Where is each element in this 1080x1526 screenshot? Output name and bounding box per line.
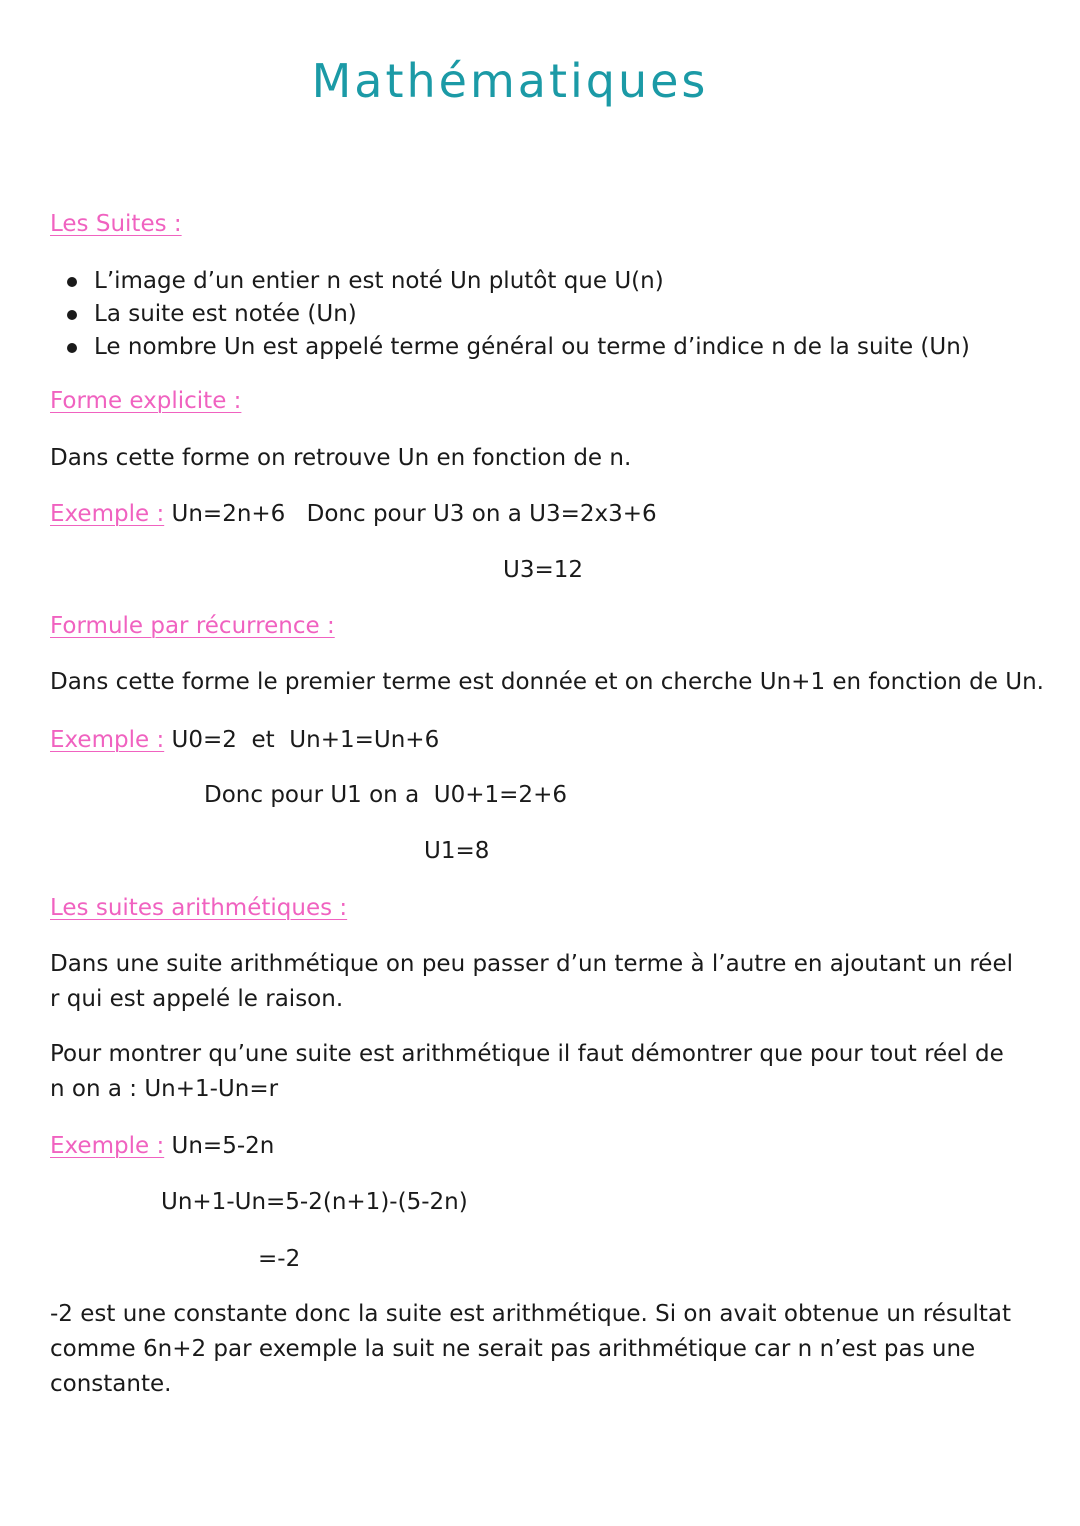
heading-les-suites: Les Suites :	[50, 211, 182, 237]
suites-bullet-list	[50, 265, 970, 364]
example-label: Exemple :	[50, 727, 165, 753]
arithmetique-text-1: Dans une suite arithmétique on peu passer d’un terme à l’autre en ajoutant un réel r qui est appelé le raison.	[50, 951, 1014, 1012]
heading-formule-recurrence: Formule par récurrence :	[50, 613, 335, 639]
arithmetique-text-2: Pour montrer qu’une suite est arithmétique il faut démontrer que pour tout réel de n on a : Un+1-Un=r	[50, 1041, 1004, 1102]
example-label: Exemple :	[50, 501, 165, 527]
recurrence-result: U1=8	[424, 838, 490, 864]
bullet-item: Le nombre Un est appelé terme général ou terme d’indice n de la suite (Un)	[50, 331, 970, 364]
page-title: Mathématiques	[311, 54, 709, 108]
recurrence-example	[50, 725, 439, 755]
arithmetique-step: Un+1-Un=5-2(n+1)-(5-2n)	[161, 1189, 468, 1215]
recurrence-text: Dans cette forme le premier terme est donnée et on cherche Un+1 en fonction de Un.	[50, 669, 1044, 695]
example-formula: Un=5-2n	[171, 1133, 275, 1159]
arithmetique-example	[50, 1131, 274, 1161]
recurrence-step: Donc pour U1 on a U0+1=2+6	[204, 782, 567, 808]
example-rest: Donc pour U3 on a U3=2x3+6	[306, 501, 657, 527]
example-formula: U0=2 et Un+1=Un+6	[171, 727, 440, 753]
explicite-example	[50, 499, 657, 529]
example-formula: Un=2n+6	[171, 501, 286, 527]
bullet-item: La suite est notée (Un)	[50, 298, 970, 331]
bullet-item: L’image d’un entier n est noté Un plutôt que U(n)	[50, 265, 970, 298]
arithmetique-result: =-2	[258, 1246, 301, 1272]
heading-suites-arithmetiques: Les suites arithmétiques :	[50, 895, 348, 921]
arithmetique-conclusion: -2 est une constante donc la suite est arithmétique. Si on avait obtenue un résultat comme 6n+2 par exemple la suit ne serait pas arithmétique car n n’est pas une constante.	[50, 1301, 1011, 1397]
explicite-result: U3=12	[503, 557, 584, 583]
example-label: Exemple :	[50, 1133, 165, 1159]
explicite-text: Dans cette forme on retrouve Un en fonction de n.	[50, 445, 632, 471]
heading-forme-explicite: Forme explicite :	[50, 388, 242, 414]
